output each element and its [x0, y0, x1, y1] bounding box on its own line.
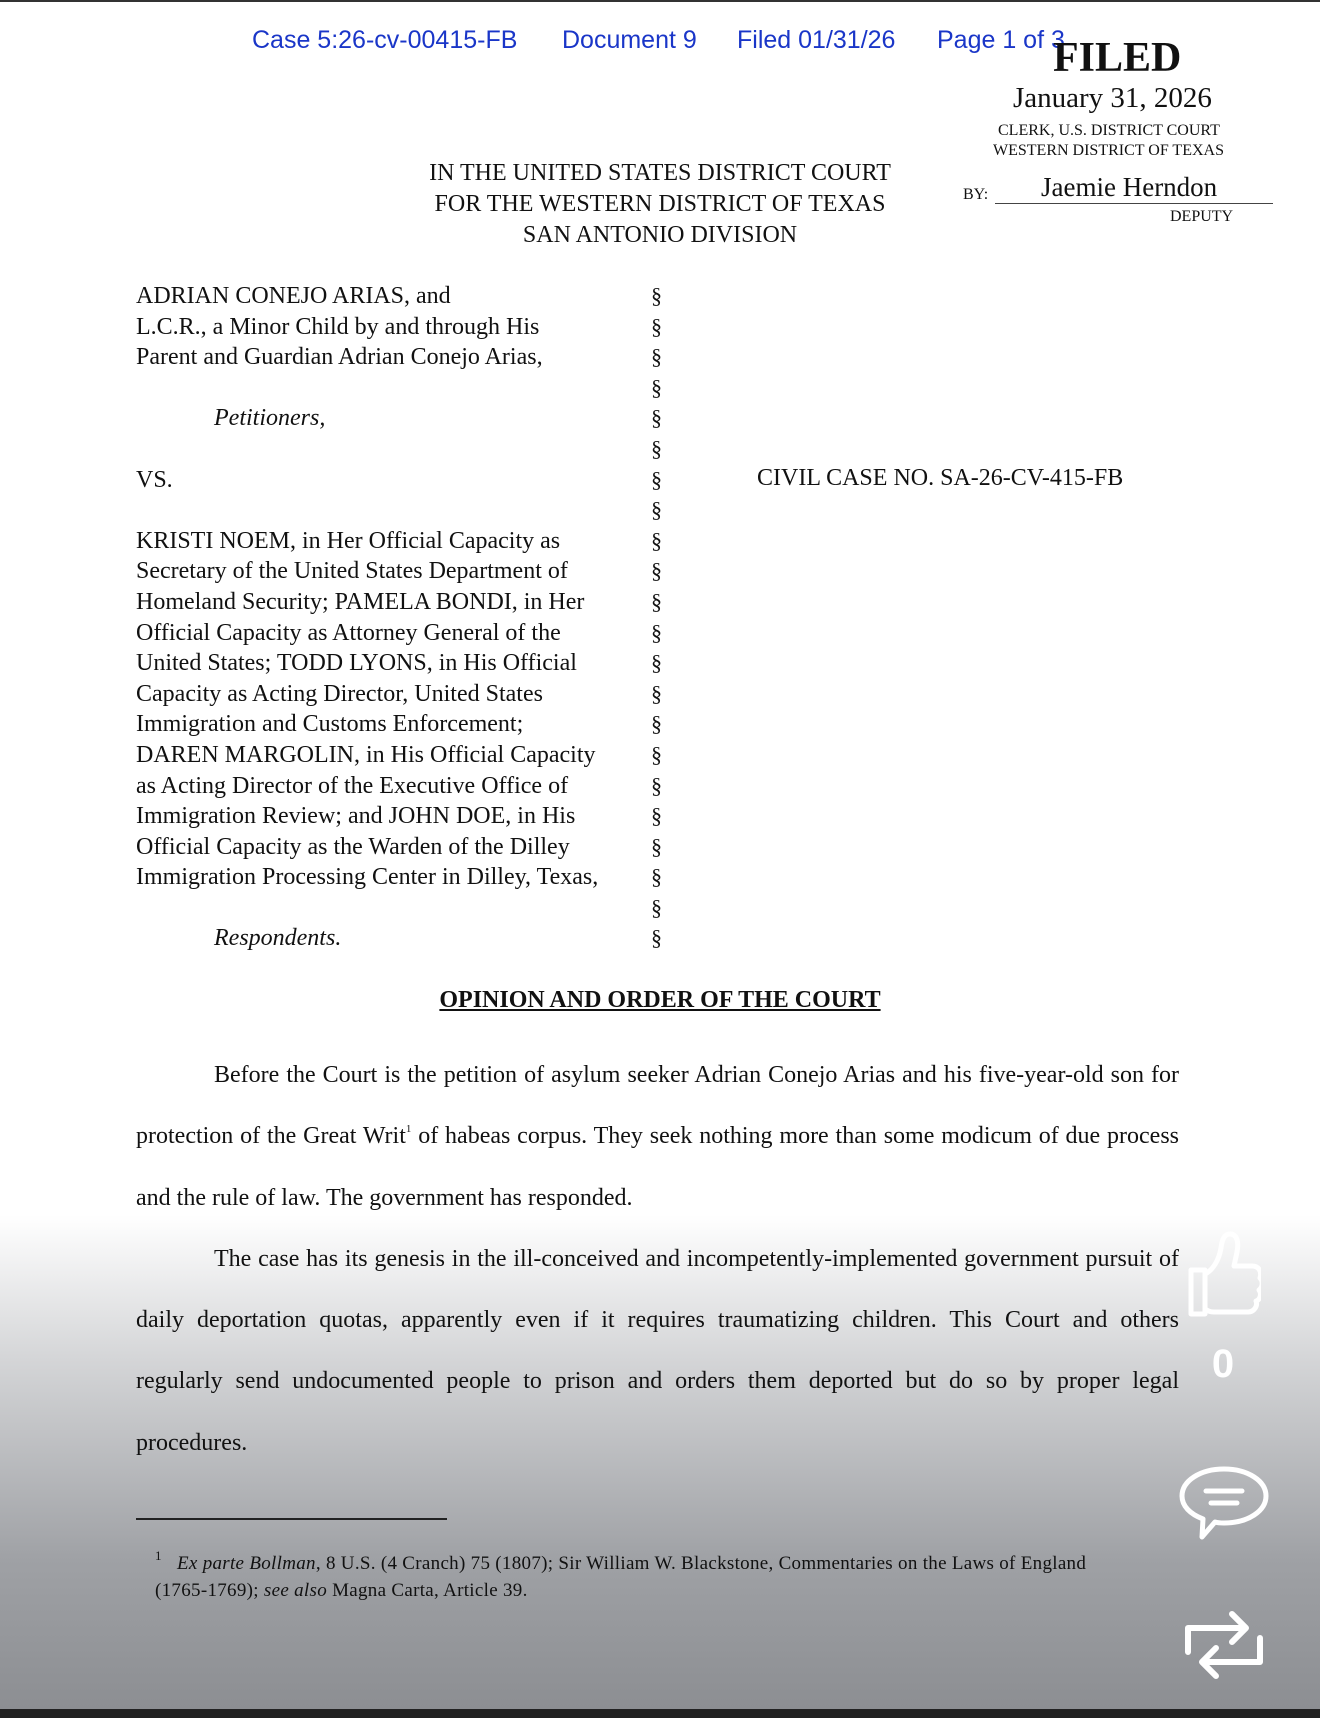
respondent-line: Homeland Security; PAMELA BONDI, in Her [136, 588, 585, 615]
footnote-citation-2: Magna Carta, Article 39. [327, 1580, 528, 1601]
filed-stamp-date: January 31, 2026 [1013, 82, 1212, 114]
respondent-line: United States; TODD LYONS, in His Official [136, 650, 577, 677]
section-symbol: § [651, 466, 662, 492]
section-symbol: § [651, 558, 662, 584]
filed-stamp-title: FILED [1053, 35, 1182, 81]
repost-icon[interactable] [1180, 1602, 1268, 1688]
footnote-reference[interactable]: 1 [405, 1123, 412, 1136]
section-symbol: § [651, 374, 662, 400]
header-page-count: Page 1 of 3 [937, 26, 1065, 54]
court-heading-line2: FOR THE WESTERN DISTRICT OF TEXAS [434, 191, 886, 217]
section-symbol: § [651, 772, 662, 798]
section-symbol: § [651, 741, 662, 767]
section-symbol: § [651, 680, 662, 706]
footnote-citation-1: , 8 U.S. (4 Cranch) 75 (1807); Sir William W. Blackstone, Commentaries on the Laws of England (1765-1769); [155, 1553, 1087, 1601]
section-symbol: § [651, 864, 662, 890]
case-caption-parties [136, 281, 598, 954]
petitioners-label: Petitioners, [214, 405, 326, 432]
section-symbol: § [651, 283, 662, 308]
footnote [155, 1550, 1095, 1604]
petitioner-line: ADRIAN CONEJO ARIAS, and [136, 283, 451, 309]
respondent-line: DAREN MARGOLIN, in His Official Capacity [136, 741, 596, 768]
court-heading-line1: IN THE UNITED STATES DISTRICT COURT [429, 160, 891, 186]
respondent-line: Immigration and Customs Enforcement; [136, 711, 524, 738]
respondent-line: Capacity as Acting Director, United States [136, 680, 543, 707]
opinion-body [136, 1045, 1179, 1474]
header-document-number: Document 9 [562, 26, 697, 54]
footnote-case-name: Ex parte Bollman [177, 1553, 316, 1574]
section-symbol: § [651, 711, 662, 737]
filed-stamp-by-label: BY: [963, 186, 989, 203]
respondent-line: Immigration Processing Center in Dilley, Texas, [136, 864, 599, 891]
section-symbol: § [651, 894, 662, 920]
like-count: 0 [1211, 1342, 1235, 1386]
paragraph-1-text-b: of habeas corpus. They seek nothing more than some modicum of due process and the rule of law. The government has responded. [136, 1123, 1180, 1211]
section-symbol: § [651, 497, 662, 523]
footnote-see-also: see also [263, 1580, 328, 1601]
court-heading-line3: SAN ANTONIO DIVISION [522, 222, 798, 248]
opinion-paragraph-1 [136, 1045, 1179, 1229]
bottom-bar [0, 1709, 1320, 1718]
opinion-paragraph-2: The case has its genesis in the ill-conceived and incompetently-implemented government pursuit of daily deportation quotas, apparently even if it requires traumatizing children. This Court and others regularly send undocumented people to prison and orders them deported but do so by proper legal procedures. [136, 1245, 1179, 1456]
filed-stamp-signature-line [995, 203, 1273, 204]
section-symbol: § [651, 405, 662, 431]
section-symbol: § [651, 588, 662, 614]
opinion-title: OPINION AND ORDER OF THE COURT [439, 987, 881, 1013]
respondent-line: Official Capacity as the Warden of the Dilley [136, 833, 570, 860]
section-symbol: § [651, 833, 662, 859]
footnote-number: 1 [155, 1548, 162, 1563]
section-symbol: § [651, 619, 662, 645]
petitioner-line: L.C.R., a Minor Child by and through His [136, 313, 540, 340]
versus-label: VS. [136, 466, 173, 493]
respondent-line: Official Capacity as Attorney General of the [136, 619, 561, 646]
footnote-divider [136, 1518, 447, 1520]
respondent-line: KRISTI NOEM, in Her Official Capacity as [136, 527, 561, 554]
section-symbol: § [651, 527, 662, 553]
section-symbol: § [651, 803, 662, 829]
section-symbol: § [651, 344, 662, 370]
civil-case-number: CIVIL CASE NO. SA-26-CV-415-FB [757, 465, 1124, 491]
respondent-line: Immigration Review; and JOHN DOE, in His [136, 803, 576, 830]
filed-stamp-deputy-name: Jaemie Herndon [1041, 172, 1218, 202]
section-symbol-column [651, 281, 662, 954]
paragraph-1-text-a: Before the Court is the petition of asylum seeker Adrian Conejo Arias and his five-year-old son for protection of the Great Writ [136, 1062, 1179, 1150]
court-heading [380, 158, 940, 251]
respondent-line: as Acting Director of the Executive Office of [136, 772, 569, 799]
filed-stamp-deputy-label: DEPUTY [1170, 208, 1234, 225]
top-border [0, 0, 1320, 2]
footnote-text [155, 1550, 1095, 1604]
respondents-label: Respondents. [214, 925, 342, 952]
filed-stamp-clerk-line2: WESTERN DISTRICT OF TEXAS [993, 142, 1224, 159]
thumbs-up-icon[interactable] [1185, 1230, 1261, 1320]
section-symbol: § [651, 435, 662, 461]
header-filed-date: Filed 01/31/26 [737, 26, 896, 54]
comment-icon[interactable] [1178, 1465, 1270, 1541]
section-symbol: § [651, 650, 662, 676]
respondent-line: Secretary of the United States Department of [136, 558, 568, 585]
section-symbol: § [651, 313, 662, 339]
header-case-number: Case 5:26-cv-00415-FB [252, 26, 518, 54]
section-symbol: § [651, 925, 662, 951]
filed-stamp-clerk-line1: CLERK, U.S. DISTRICT COURT [998, 122, 1220, 139]
petitioner-line: Parent and Guardian Adrian Conejo Arias, [136, 344, 543, 371]
